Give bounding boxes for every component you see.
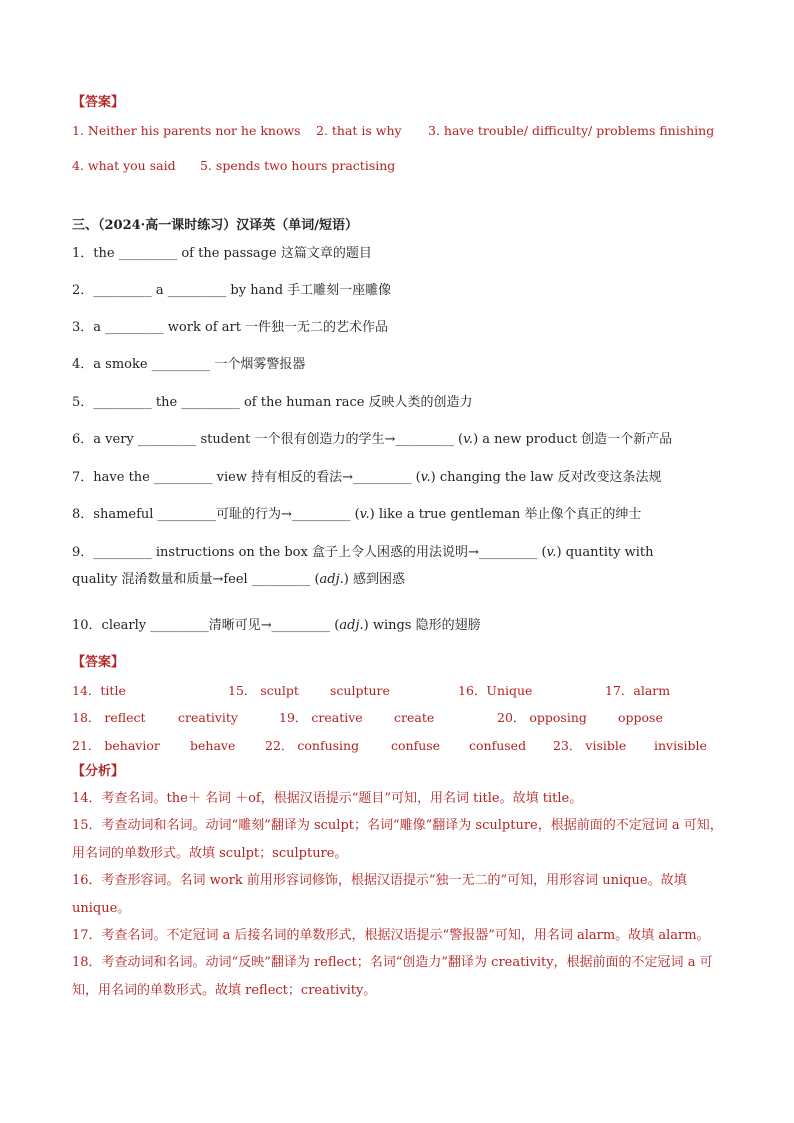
answer-20a: 20． opposing <box>497 710 587 725</box>
answer-22a: 22． confusing <box>265 738 360 753</box>
question-9-part-c: quality 混淆数量和质量→feel _________ ( <box>72 572 320 587</box>
answer-3: 3. have trouble/ difficulty/ problems finishing <box>428 123 715 138</box>
question-4: 4．a smoke _________ 一个烟雾警报器 <box>72 357 306 372</box>
analysis-14: 14．考查名词。the＋ 名词 ＋of，根据汉语提示“题目”可知，用名词 title。故填 title。 <box>72 791 583 806</box>
question-6-part-a: 6．a very _________ student 一个很有创造力的学生→_________ ( <box>72 432 464 447</box>
answer-4: 4. what you said <box>72 158 176 173</box>
answer-label-2: 【答案】 <box>72 655 125 670</box>
question-10-pos: adj. <box>339 618 364 633</box>
answer-label-1: 【答案】 <box>72 95 125 110</box>
analysis-label: 【分析】 <box>72 764 125 779</box>
answer-22b: confuse <box>391 738 441 753</box>
analysis-17: 17．考查名词。不定冠词 a 后接名词的单数形式，根据汉语提示“警报器”可知，用名词 alarm。故填 alarm。 <box>72 928 710 943</box>
answer-15a: 15． sculpt <box>228 683 299 698</box>
question-9-part-d: ) 感到困惑 <box>343 572 406 587</box>
answer-18a: 18． reflect <box>72 710 146 725</box>
question-8-pos: v. <box>359 507 370 522</box>
question-6-part-b: ) a new product 创造一个新产品 <box>473 432 673 447</box>
answer-21a: 21． behavior <box>72 738 160 753</box>
answer-21b: behave <box>190 738 236 753</box>
question-8-part-b: ) like a true gentleman 举止像个真正的绅士 <box>369 507 642 522</box>
analysis-16-line-2: unique。 <box>72 901 131 916</box>
analysis-15-line-1: 15．考查动词和名词。动词“雕刻”翻译为 sculpt；名词“雕像”翻译为 sculpture，根据前面的不定冠词 a 可知， <box>72 818 723 833</box>
question-10 <box>72 618 481 634</box>
question-7-part-a: 7．have the _________ view 持有相反的看法→_________ ( <box>72 470 421 485</box>
analysis-16-line-1: 16．考查形容词。名词 work 前用形容词修饰，根据汉语提示“独一无二的”可知，用形容词 unique。故填 <box>72 873 687 888</box>
answer-1: 1. Neither his parents nor he knows <box>72 123 301 138</box>
answer-20b: oppose <box>618 710 663 725</box>
answer-5: 5. spends two hours practising <box>200 158 396 173</box>
answer-14: 14．title <box>72 683 126 698</box>
answer-15b: sculpture <box>330 683 390 698</box>
section-title: 三、（2024·高一课时练习）汉译英（单词/短语） <box>72 218 358 233</box>
question-1: 1．the _________ of the passage 这篇文章的题目 <box>72 246 372 261</box>
question-7-part-b: ) changing the law 反对改变这条法规 <box>430 470 662 485</box>
question-9-line-2 <box>72 572 405 588</box>
question-10-part-a: 10．clearly _________清晰可见→_________ ( <box>72 618 340 633</box>
question-8-part-a: 8．shameful _________可耻的行为→_________ ( <box>72 507 360 522</box>
answer-16: 16．Unique <box>458 683 533 698</box>
question-3: 3．a _________ work of art 一件独一无二的艺术作品 <box>72 320 389 335</box>
analysis-18-line-2: 知，用名词的单数形式。故填 reflect；creativity。 <box>72 983 377 998</box>
answer-23a: 23． visible <box>553 738 627 753</box>
question-5: 5．_________ the _________ of the human race 反映人类的创造力 <box>72 395 473 410</box>
answer-19b: create <box>394 710 435 725</box>
answer-18b: creativity <box>178 710 238 725</box>
question-9-pos-1: v. <box>546 545 557 560</box>
answer-19a: 19． creative <box>279 710 363 725</box>
question-6 <box>72 432 672 448</box>
answer-23b: invisible <box>654 738 707 753</box>
question-9-part-a: 9．_________ instructions on the box 盒子上令人困惑的用法说明→_________ ( <box>72 545 547 560</box>
question-2: 2．_________ a _________ by hand 手工雕刻一座雕像 <box>72 283 392 298</box>
question-8 <box>72 507 641 523</box>
question-7-pos: v. <box>420 470 431 485</box>
answer-2: 2. that is why <box>316 123 402 138</box>
question-9-line-1 <box>72 545 653 561</box>
question-9-part-b: ) quantity with <box>556 545 654 560</box>
analysis-15-line-2: 用名词的单数形式。故填 sculpt；sculpture。 <box>72 846 348 861</box>
question-9-pos-2: adj. <box>319 572 344 587</box>
answer-22c: confused <box>469 738 527 753</box>
question-6-pos: v. <box>463 432 474 447</box>
question-7 <box>72 470 662 486</box>
answer-17: 17．alarm <box>605 683 671 698</box>
question-10-part-b: ) wings 隐形的翅膀 <box>363 618 481 633</box>
analysis-18-line-1: 18．考查动词和名词。动词“反映”翻译为 reflect；名词“创造力”翻译为 creativity，根据前面的不定冠词 a 可 <box>72 955 713 970</box>
